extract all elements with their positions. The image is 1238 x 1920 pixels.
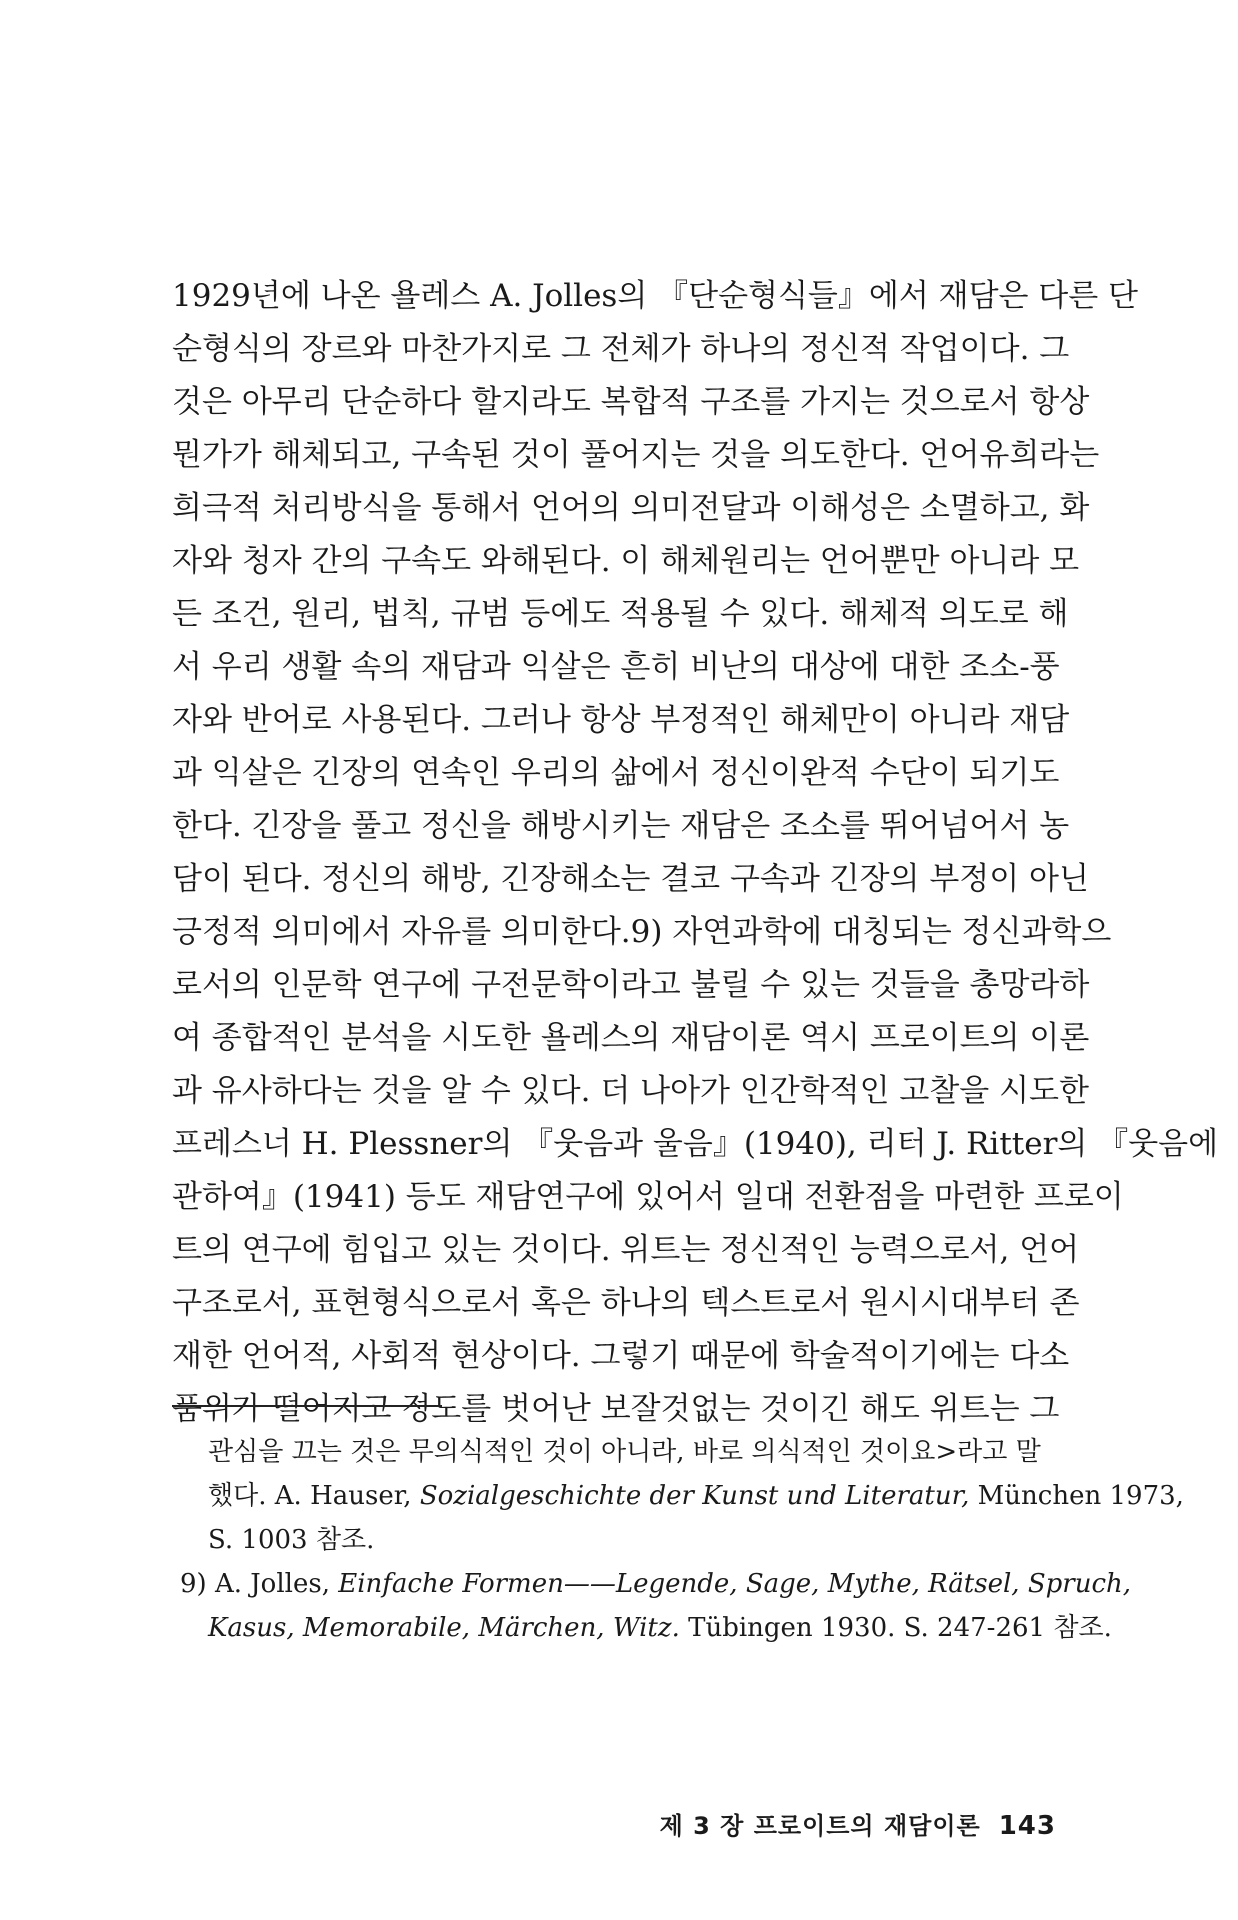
footnote-continuation-line <box>172 1474 1184 1518</box>
footnote-continuation-line: S. 1003 참조. <box>208 1525 375 1555</box>
body-line: 뭔가가 해체되고, 구속된 것이 풀어지는 것을 의도한다. 언어유희라는 <box>172 437 1100 473</box>
body-line: 여 종합적인 분석을 시도한 욜레스의 재담이론 역시 프로이트의 이론 <box>172 1020 1090 1056</box>
body-line: 한다. 긴장을 풀고 정신을 해방시키는 재담은 조소를 뛰어넘어서 농 <box>172 808 1070 844</box>
footnote-book-title: Kasus, Memorabile, Märchen, Witz. <box>208 1613 680 1643</box>
body-line: 희극적 처리방식을 통해서 언어의 의미전달과 이해성은 소멸하고, 화 <box>172 490 1090 526</box>
body-text <box>172 270 1219 1436</box>
body-line: 자와 반어로 사용된다. 그러나 항상 부정적인 해체만이 아니라 재담 <box>172 702 1070 738</box>
footnote-book-title: Einfache Formen——Legende, Sage, Mythe, Rätsel, Spruch, <box>338 1569 1132 1599</box>
footnote-text: Tübingen 1930. S. 247-261 참조. <box>679 1613 1112 1643</box>
body-line: 과 유사하다는 것을 알 수 있다. 더 나아가 인간학적인 고찰을 시도한 <box>172 1073 1089 1109</box>
body-line: 1929년에 나온 욜레스 A. Jolles의 『단순형식들』에서 재담은 다른 단 <box>172 278 1139 314</box>
running-footer <box>650 1806 1056 1841</box>
body-line: 프레스너 H. Plessner의 『웃음과 울음』(1940), 리터 J. Ritter의 『웃음에 <box>172 1126 1219 1162</box>
body-line: 품위가 떨어지고 정도를 벗어난 보잘것없는 것이긴 해도 위트는 그 <box>172 1391 1060 1427</box>
footnote-text: 9) A. Jolles, <box>180 1569 339 1599</box>
footnote-separator <box>172 1405 442 1407</box>
footnote-book-title: Sozialgeschichte der Kunst und Literatur, <box>419 1481 970 1511</box>
body-line: 로서의 인문학 연구에 구전문학이라고 불릴 수 있는 것들을 총망라하 <box>172 967 1090 1003</box>
body-line: 든 조건, 원리, 법칙, 규범 등에도 적용될 수 있다. 해체적 의도로 해 <box>172 596 1069 632</box>
footnote-text: 했다. A. Hauser, <box>208 1481 420 1511</box>
body-line: 트의 연구에 힘입고 있는 것이다. 위트는 정신적인 능력으로서, 언어 <box>172 1232 1080 1268</box>
footnote-9 <box>172 1562 1132 1606</box>
body-line: 순형식의 장르와 마찬가지로 그 전체가 하나의 정신적 작업이다. 그 <box>172 331 1070 367</box>
body-line: 서 우리 생활 속의 재담과 익살은 흔히 비난의 대상에 대한 조소-풍 <box>172 649 1060 685</box>
body-line: 것은 아무리 단순하다 할지라도 복합적 구조를 가지는 것으로서 항상 <box>172 384 1090 420</box>
body-line: 관하여』(1941) 등도 재담연구에 있어서 일대 전환점을 마련한 프로이 <box>172 1179 1124 1215</box>
footnote-9-continuation <box>172 1606 1112 1650</box>
footnote-continuation-line: 관심을 끄는 것은 무의식적인 것이 아니라, 바로 의식적인 것이요>라고 말 <box>208 1437 1041 1467</box>
body-line: 구조로서, 표현형식으로서 혹은 하나의 텍스트로서 원시시대부터 존 <box>172 1285 1080 1321</box>
body-line: 담이 된다. 정신의 해방, 긴장해소는 결코 구속과 긴장의 부정이 아닌 <box>172 861 1089 897</box>
body-line: 긍정적 의미에서 자유를 의미한다.9) 자연과학에 대칭되는 정신과학으 <box>172 914 1112 950</box>
body-line: 재한 언어적, 사회적 현상이다. 그렇기 때문에 학술적이기에는 다소 <box>172 1338 1070 1374</box>
body-line: 과 익살은 긴장의 연속인 우리의 삶에서 정신이완적 수단이 되기도 <box>172 755 1060 791</box>
chapter-title: 제 3 장 프로이트의 재담이론 <box>659 1812 981 1840</box>
footnotes <box>172 1430 1184 1650</box>
page-number: 143 <box>998 1811 1056 1841</box>
footnote-text: München 1973, <box>969 1481 1184 1511</box>
body-line: 자와 청자 간의 구속도 와해된다. 이 해체원리는 언어뿐만 아니라 모 <box>172 543 1080 579</box>
